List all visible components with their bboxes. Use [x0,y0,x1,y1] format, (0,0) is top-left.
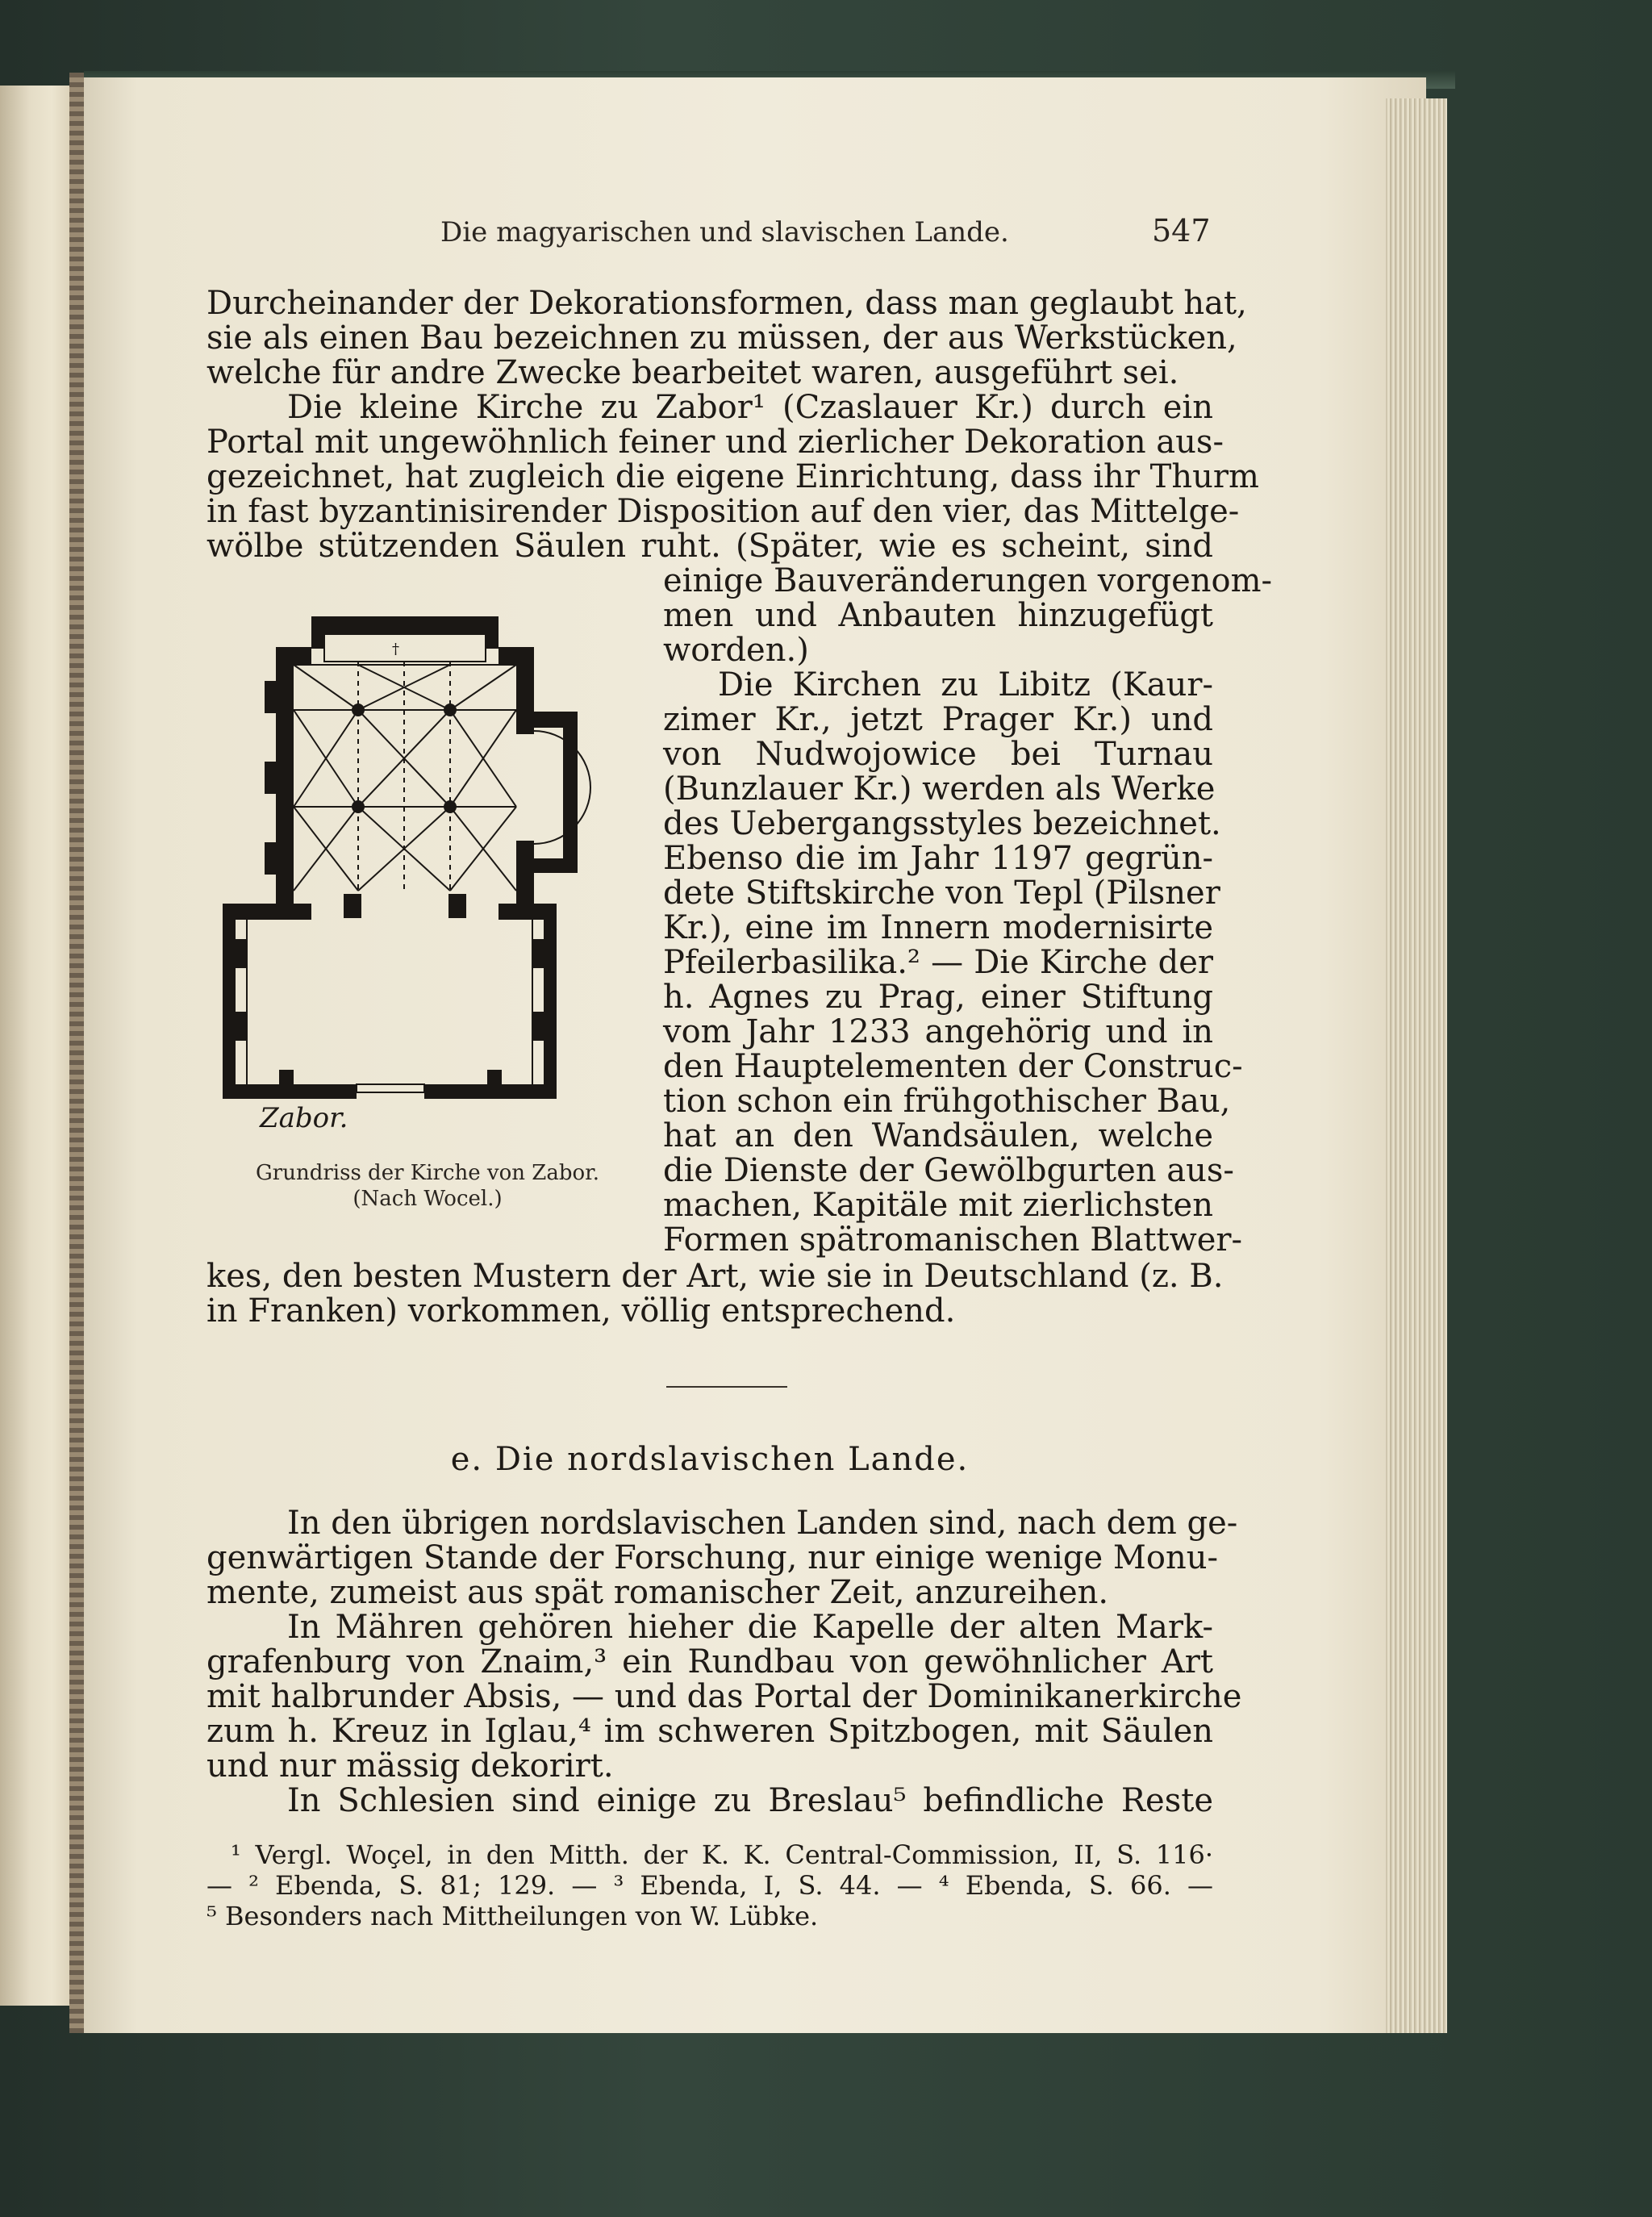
side-text-line: Formen spätromanischen Blattwer- [663,1221,1243,1259]
text-line: In den übrigen nordslavischen Landen sind, nach dem ge- [287,1505,1238,1542]
side-text-line: Ebenso die im Jahr 1197 gegrün- [663,840,1213,877]
side-text-line: des Uebergangsstyles bezeichnet. [663,805,1221,842]
text-line: gezeichnet, hat zugleich die eigene Einrichtung, dass ihr Thurm [206,458,1259,495]
side-text-line: Kr.), eine im Innern modernisirte [663,909,1213,946]
footnote-line: ⁵ Besonders nach Mittheilungen von W. Lübke. [206,1901,819,1931]
side-text-line: hat an den Wandsäulen, welche [663,1117,1213,1154]
running-title: Die magyarischen und slavischen Lande. [440,216,1009,248]
text-line: zum h. Kreuz in Iglau,⁴ im schweren Spitzbogen, mit Säulen [206,1713,1213,1750]
footnote-line: ¹ Vergl. Woçel, in den Mitth. der K. K. Central-Commission, II, S. 116· [231,1839,1213,1870]
text-line: Die kleine Kirche zu Zabor¹ (Czaslauer Kr.) durch ein [287,389,1213,426]
figure-caption-line: Grundriss der Kirche von Zabor. [256,1161,599,1185]
text-line: grafenburg von Znaim,³ ein Rundbau von gewöhnlicher Art [206,1643,1213,1680]
text-line: genwärtigen Stande der Forschung, nur einige wenige Monu- [206,1539,1218,1576]
side-text-line: machen, Kapitäle mit zierlichsten [663,1187,1213,1224]
text-line: In Schlesien sind einige zu Breslau⁵ befindliche Reste [287,1782,1213,1819]
side-text-line: vom Jahr 1233 angehörig und in [663,1013,1213,1050]
side-text-line: worden.) [663,632,809,669]
text-line: in Franken) vorkommen, völlig entsprechend. [206,1292,956,1330]
side-text-line: von Nudwojowice bei Turnau [663,736,1213,773]
text-line: mit halbrunder Absis, — und das Portal der Dominikanerkirche [206,1678,1242,1715]
footnote-line: — ² Ebenda, S. 81; 129. — ³ Ebenda, I, S. 44. — ⁴ Ebenda, S. 66. — [206,1870,1213,1901]
side-text-line: men und Anbauten hinzugefügt [663,597,1213,634]
side-text-line: tion schon ein frühgothischer Bau, [663,1083,1231,1120]
section-heading: e. Die nordslavischen Lande. [450,1441,970,1478]
left-page-edge [0,86,74,2006]
page-edges [1386,98,1447,2033]
cross-icon: † [392,641,399,658]
text-line: welche für andre Zwecke bearbeitet waren, ausgeführt sei. [206,354,1179,391]
figure-caption-line: (Nach Wocel.) [353,1187,503,1211]
side-text-line: zimer Kr., jetzt Prager Kr.) und [663,701,1213,738]
side-text-line: einige Bauveränderungen vorgenom- [663,562,1273,599]
side-text-line: (Bunzlauer Kr.) werden als Werke [663,770,1216,808]
side-text-line: Pfeilerbasilika.² — Die Kirche der [663,944,1213,981]
page-number: 547 [1152,213,1211,248]
text-line: Durcheinander der Dekorationsformen, dass man geglaubt hat, [206,285,1247,322]
text-line: In Mähren gehören hieher die Kapelle der alten Mark- [287,1609,1213,1646]
text-line: Portal mit ungewöhnlich feiner und zierlicher Dekoration aus- [206,424,1224,461]
text-line: mente, zumeist aus spät romanischer Zeit, anzureihen. [206,1574,1109,1611]
text-line: kes, den besten Mustern der Art, wie sie in Deutschland (z. B. [206,1258,1224,1295]
side-text-line: die Dienste der Gewölbgurten aus- [663,1152,1234,1189]
side-text-line: h. Agnes zu Prag, einer Stiftung [663,979,1213,1016]
text-line: wölbe stützenden Säulen ruht. (Später, wie es scheint, sind [206,528,1213,565]
text-line: in fast byzantinisirender Disposition auf den vier, das Mittelge- [206,493,1240,530]
figure-label: Zabor. [260,1102,348,1134]
text-line: sie als einen Bau bezeichnen zu müssen, der aus Werkstücken, [206,319,1237,357]
side-text-line: den Hauptelementen der Construc- [663,1048,1243,1085]
text-line: und nur mässig dekorirt. [206,1747,614,1785]
side-text-line: dete Stiftskirche von Tepl (Pilsner [663,875,1220,912]
side-text-line: Die Kirchen zu Libitz (Kaur- [718,666,1213,704]
